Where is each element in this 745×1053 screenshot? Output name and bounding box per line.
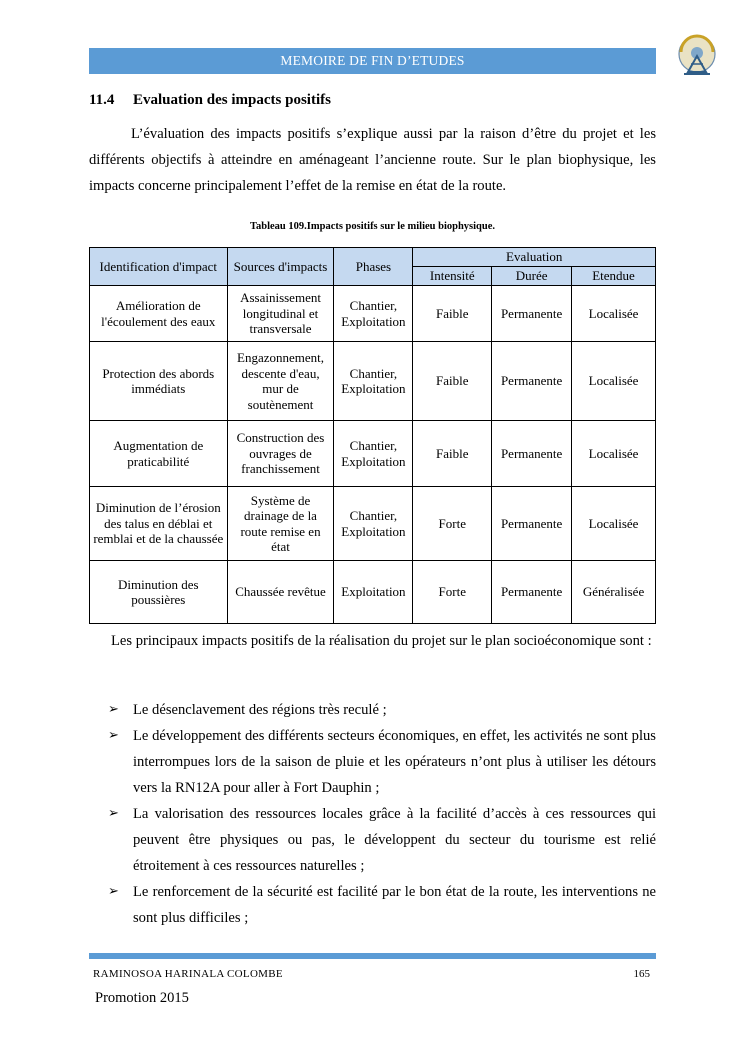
cell-intensite: Faible bbox=[413, 342, 492, 421]
header-duree: Durée bbox=[492, 267, 572, 286]
header-identification: Identification d'impact bbox=[90, 248, 228, 286]
cell-identification: Protection des abords immédiats bbox=[90, 342, 228, 421]
cell-intensite: Faible bbox=[413, 286, 492, 342]
footer-divider bbox=[89, 953, 656, 959]
footer-promotion: Promotion 2015 bbox=[95, 990, 189, 1006]
list-item bbox=[108, 723, 656, 801]
cell-etendue: Localisée bbox=[572, 342, 656, 421]
cell-etendue: Généralisée bbox=[572, 561, 656, 624]
cell-intensite: Forte bbox=[413, 487, 492, 561]
cell-duree: Permanente bbox=[492, 487, 572, 561]
page-header-banner bbox=[89, 48, 656, 74]
header-sources: Sources d'impacts bbox=[227, 248, 334, 286]
cell-identification: Augmentation de praticabilité bbox=[90, 421, 228, 487]
cell-duree: Permanente bbox=[492, 421, 572, 487]
cell-intensite: Forte bbox=[413, 561, 492, 624]
table-row bbox=[90, 487, 656, 561]
table-row bbox=[90, 421, 656, 487]
arrow-bullet-icon: ➢ bbox=[108, 702, 119, 717]
socio-impacts-list bbox=[108, 697, 656, 931]
footer-author: RAMINOSOA HARINALA COLOMBE bbox=[93, 968, 283, 980]
socio-intro-paragraph: Les principaux impacts positifs de la réalisation du projet sur le plan socioéconomique sont : bbox=[111, 633, 652, 649]
cell-duree: Permanente bbox=[492, 342, 572, 421]
cell-sources: Assainissement longitudinal et transversale bbox=[227, 286, 334, 342]
list-item-text: La valorisation des ressources locales grâce à la facilité d’accès à ces ressources qui peuvent être physiques ou pas, le développent du secteur du tourisme est relié étroitement à ces ressources naturelles ; bbox=[133, 806, 656, 874]
cell-duree: Permanente bbox=[492, 561, 572, 624]
cell-sources: Système de drainage de la route remise en état bbox=[227, 487, 334, 561]
cell-phases: Chantier, Exploitation bbox=[334, 487, 413, 561]
header-intensite: Intensité bbox=[413, 267, 492, 286]
list-item-text: Le renforcement de la sécurité est facilité par le bon état de la route, les interventions ne sont plus difficiles ; bbox=[133, 884, 656, 926]
list-item-text: Le développement des différents secteurs économiques, en effet, les activités ne sont plus interrompues lors de la saison de pluie et les opérateurs n’ont plus à utiliser les détours vers la RN12A pour aller à Fort Dauphin ; bbox=[133, 728, 656, 796]
table-caption: Tableau 109.Impacts positifs sur le milieu biophysique. bbox=[249, 221, 496, 232]
header-title: MEMOIRE DE FIN D’ETUDES bbox=[280, 53, 465, 68]
list-item bbox=[108, 879, 656, 931]
list-item bbox=[108, 697, 656, 723]
cell-sources: Chaussée revêtue bbox=[227, 561, 334, 624]
list-item-text: Le désenclavement des régions très reculé ; bbox=[133, 702, 387, 718]
cell-phases: Chantier, Exploitation bbox=[334, 421, 413, 487]
cell-identification: Amélioration de l'écoulement des eaux bbox=[90, 286, 228, 342]
page-number: 165 bbox=[633, 968, 650, 980]
cell-etendue: Localisée bbox=[572, 421, 656, 487]
cell-sources: Construction des ouvrages de franchissement bbox=[227, 421, 334, 487]
arrow-bullet-icon: ➢ bbox=[108, 728, 119, 743]
cell-phases: Chantier, Exploitation bbox=[334, 342, 413, 421]
table-row bbox=[90, 342, 656, 421]
cell-etendue: Localisée bbox=[572, 286, 656, 342]
cell-phases: Exploitation bbox=[334, 561, 413, 624]
impacts-table bbox=[89, 247, 656, 624]
cell-intensite: Faible bbox=[413, 421, 492, 487]
cell-sources: Engazonnement, descente d'eau, mur de soutènement bbox=[227, 342, 334, 421]
list-item bbox=[108, 801, 656, 879]
section-heading bbox=[89, 92, 331, 109]
cell-identification: Diminution de l’érosion des talus en déblai et remblai et de la chaussée bbox=[90, 487, 228, 561]
table-row bbox=[90, 286, 656, 342]
cell-phases: Chantier, Exploitation bbox=[334, 286, 413, 342]
table-row bbox=[90, 561, 656, 624]
cell-duree: Permanente bbox=[492, 286, 572, 342]
arrow-bullet-icon: ➢ bbox=[108, 806, 119, 821]
section-title: Evaluation des impacts positifs bbox=[133, 92, 331, 108]
header-phases: Phases bbox=[334, 248, 413, 286]
arrow-bullet-icon: ➢ bbox=[108, 884, 119, 899]
cell-etendue: Localisée bbox=[572, 487, 656, 561]
cell-identification: Diminution des poussières bbox=[90, 561, 228, 624]
header-etendue: Etendue bbox=[572, 267, 656, 286]
intro-paragraph: L’évaluation des impacts positifs s’explique aussi par la raison d’être du projet et les différents objectifs à atteindre en aménageant l’ancienne route. Sur le plan biophysique, les impacts concerne principalement l’effet de la remise en état de la route. bbox=[89, 126, 656, 194]
header-evaluation: Evaluation bbox=[413, 248, 656, 267]
school-logo-icon bbox=[674, 34, 720, 80]
section-number: 11.4 bbox=[89, 92, 115, 108]
